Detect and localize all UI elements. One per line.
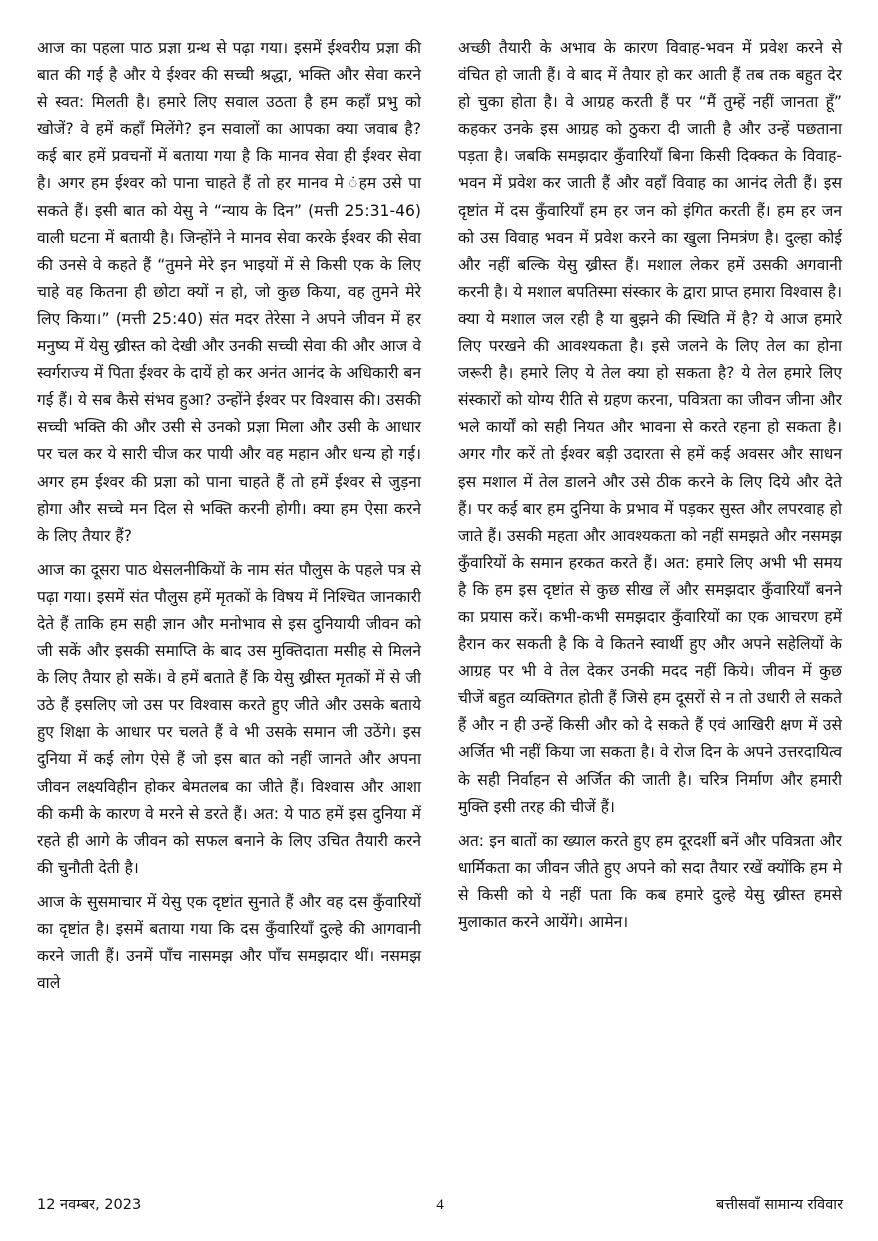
- page-number: 4: [436, 1197, 444, 1213]
- paragraph-gospel-continued: अच्छी तैयारी के अभाव के कारण विवाह-भवन में प्रवेश करने से वंचित हो जाती हैं। वे बाद में तैयार हो कर आती हैं तब तक बहुत देर हो चुका होता है। वे आग्रह करती हैं पर “मैं तुम्हें नहीं जानता हूँ” कहकर उनके इस आग्रह को ठुकरा दी जाती है और उन्हें पछताना पड़ता है। जबकि समझदार कुँवारियाँ बिना किसी दिक्कत के विवाह-भवन में प्रवेश कर जाती हैं और वहाँ विवाह का आनंद लेती हैं। इस दृष्टांत में दस कुँवारियाँ हम हर जन को इंगित करती हैं। हम हर जन को उस विवाह भवन में प्रवेश करने का खुला निमत्रंण है। दुल्हा कोई और नहीं बल्कि येसु ख्रीस्त हैं। मशाल लेकर हमें उसकी अगवानी करनी है। ये मशाल बपतिस्मा संस्कार के द्वारा प्राप्त हमारा विश्वास है। क्या ये मशाल जल रही है या बुझने की स्थिति में है? ये आज हमारे लिए परखने की आवश्यकता है। इसे जलने के लिए तेल का होना जरूरी है। हमारे लिए ये तेल क्या हो सकता है? ये तेल हमारे लिए संस्कारों को योग्य रीति से ग्रहण करना, पवित्रता का जीवन जीना और भले कार्यों को सही नियत और भावना से करते रहना हो सकता है। अगर गौर करें तो ईश्वर बड़ी उदारता से हमें कई अवसर और साधन इस मशाल में तेल डालने और उसे ठीक करने के लिए दिये और देते हैं। पर कई बार हम दुनिया के प्रभाव में पड़कर सुस्त और लपरवाह हो जाते हैं। उसकी महता और आवश्यकता को नहीं समझते और नसमझ कुँवारियों के समान हरकत करते हैं। अत: हमारे लिए अभी भी समय है कि हम इस दृष्टांत से कुछ सीख लें और समझदार कुँवारियाँ बनने का प्रयास करें। कभी-कभी समझदार कुँवारियों का एक आचरण हमें हैरान कर सकती है कि वे कितने स्वार्थी हुए और अपने सहेलियों के आग्रह पर भी वे तेल देकर उनकी मदद नहीं किये। जीवन में कुछ चीजें बहुत व्यक्तिगत होती हैं जिसे हम दूसरों से न तो उधारी ले सकते हैं और न ही उन्हें किसी और को दे सकते हैं एवं आखिरी क्षण में उसे अर्जित भी नहीं किया जा सकता है। वे रोज दिन के अपने उत्तरदायित्व के सही निर्वाहन से अर्जित की जाती है। चरित्र निर्माण और हमारी मुक्ति इसी तरह की चीजें हैं।: [458, 39, 842, 816]
- right-column: [458, 35, 842, 936]
- paragraph-second-reading: आज का दूसरा पाठ थेसलनीकियों के नाम संत पौलुस के पहले पत्र से पढ़ा गया। इसमें संत पौलुस हमें मृतकों के विषय में निश्चित जानकारी देते हैं ताकि हम सही ज्ञान और मनोभाव से इस दुनियायी जीवन को जी सकें और इसकी समाप्ति के बाद उस मुक्तिदाता मसीह से मिलने के लिए तैयार हो सकें। वे हमें बताते हैं कि येसु ख्रीस्त मृतकों में से जी उठे हैं इसलिए जो उस पर विश्वास करते हुए जीते और उसके बताये हुए शिक्षा के आधार पर चलते हैं वे भी उसके समान जी उठेंगे। इस दुनिया में कई लोग ऐसे हैं जो इस बात को नहीं जानते और अपना जीवन लक्ष्यविहीन होकर बेमतलब का जीते हैं। विश्वास और आशा की कमी के कारण वे मरने से डरते हैं। अत: ये पाठ हमें इस दुनिया में रहते ही आगे के जीवन को सफल बनाने के लिए उचित तैयारी करने की चुनौती देती है।: [37, 560, 421, 877]
- footer-date: 12 नवम्बर, 2023: [37, 1197, 142, 1213]
- left-column: [37, 35, 421, 997]
- page-footer: [37, 1193, 843, 1217]
- paragraph-first-reading: आज का पहला पाठ प्रज्ञा ग्रन्थ से पढ़ा गया। इसमें ईश्वरीय प्रज्ञा की बात की गई है और ये ईश्वर की सच्ची श्रद्धा, भक्ति और सेवा करने से स्वत: मिलती है। हमारे लिए सवाल उठता है हम कहाँ प्रभु को खोजें? वे हमें कहाँ मिलेंगे? इन सवालों का आपका क्या जवाब है? कई बार हमें प्रवचनों में बताया गया है कि मानव सेवा ही ईश्वर सेवा है। अगर हम ईश्वर को पाना चाहते हैं तो हर मानव मे ंहम उसे पा सकते हैं। इसी बात को येसु ने “न्याय के दिन” (मत्ती 25:31-46) वाली घटना में बतायी है। जिन्होंने ने मानव सेवा करके ईश्वर की सेवा की उनसे वे कहते हैं “तुमने मेरे इन भाइयों में से किसी एक के लिए चाहे वह कितना ही छोटा क्यों न हो, जो कुछ किया, वह तुमने मेरे लिए किया।” (मत्ती 25:40) संत मदर तेरेसा ने अपने जीवन में हर मनुष्य में येसु ख्रीस्त को देखी और उनकी सच्ची सेवा की और आज वे स्वर्गराज्य में पिता ईश्वर के दायें हो कर अनंत आनंद के अधिकारी बन गई हैं। ये सब कैसे संभव हुआ? उन्होंने ईश्वर पर विश्वास की। उसकी सच्ची भक्ति की और उसी से उनको प्रज्ञा मिला और उसी के आधार पर चल कर ये सारी चीज कर पायी और वह महान और धन्य हो गई। अगर हम ईश्वर की प्रज्ञा को पाना चाहते हैं तो हमें ईश्वर से जुड़ना होगा और सच्चे मन दिल से भक्ति करनी होगी। क्या हम ऐसा करने के लिए तैयार हैं?: [37, 39, 421, 545]
- footer-occasion: बत्तीसवाँ सामान्य रविवार: [715, 1197, 843, 1213]
- paragraph-conclusion: अत: इन बातों का ख्याल करते हुए हम दूरदर्शी बनें और पवित्रता और धार्मिकता का जीवन जीते हुए अपने को सदा तैयार रखें क्योंकि हम मे से किसी को ये नहीं पता कि कब हमारे दुल्हे येसु ख्रीस्त हमसे मुलाकात करने आयेंगे। आमेन।: [458, 831, 842, 931]
- paragraph-gospel-intro: आज के सुसमाचार में येसु एक दृष्टांत सुनाते हैं और वह दस कुँवारियों का दृष्टांत है। इसमें बताया गया कि दस कुँवारियाँ दुल्हे की आगवानी करने जाती हैं। उनमें पाँच नासमझ और पाँच समझदार थीं। नसमझ वाले: [37, 892, 421, 993]
